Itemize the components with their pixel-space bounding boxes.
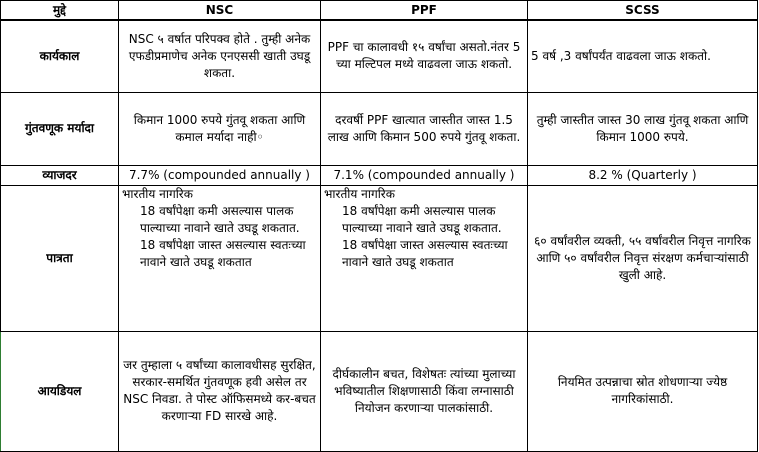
label-eligibility: पात्रता [1, 185, 119, 331]
header-ppf: PPF [321, 1, 528, 21]
row-limit [1, 92, 758, 165]
nsc-rate: 7.7% (compounded annually ) [119, 165, 321, 185]
scss-eligibility: ६० वर्षांवरील व्यक्ती, ५५ वर्षांवरील निवृत्त नागरिक आणि ५० वर्षांवरील निवृत्त संरक्षण कर्मचाऱ्यांसाठी खुली आहे. [528, 185, 758, 331]
row-term [1, 20, 758, 92]
label-rate: व्याजदर [1, 165, 119, 185]
ppf-eligibility-line1: भारतीय नागरिक [324, 186, 395, 201]
nsc-eligibility-line3: 18 वर्षांपेक्षा जास्त असल्यास स्वतःच्या नावाने खाते उघडू शकतात [140, 237, 306, 269]
ppf-eligibility-line3: 18 वर्षांपेक्षा जास्त असल्यास स्वतःच्या नावाने खाते उघडू शकतात [342, 237, 508, 269]
ppf-ideal: दीर्घकालीन बचत, विशेषतः त्यांच्या मुलाच्या भविष्यातील शिक्षणासाठी किंवा लग्नासाठी नियोजन करणाऱ्या पालकांसाठी. [321, 331, 528, 451]
row-rate [1, 165, 758, 185]
ppf-rate: 7.1% (compounded annually ) [321, 165, 528, 185]
label-ideal: आयडियल [1, 331, 119, 451]
nsc-eligibility-line1: भारतीय नागरिक [122, 186, 193, 201]
scss-term: 5 वर्ष ,3 वर्षांपर्यंत वाढवला जाऊ शकतो. [528, 20, 758, 92]
label-term: कार्यकाल [1, 20, 119, 92]
nsc-term: NSC ५ वर्षात परिपक्व होते . तुम्ही अनेक एफडीप्रमाणेच अनेक एनएससी खाती उघडू शकता. [119, 20, 321, 92]
row-eligibility [1, 185, 758, 331]
ppf-eligibility-line2: 18 वर्षांपेक्षा कमी असल्यास पालक पाल्याच्या नावाने खाते उघडू शकतात. [342, 203, 502, 235]
scss-rate: 8.2 % (Quarterly ) [528, 165, 758, 185]
header-row [1, 1, 758, 21]
header-criteria: मुद्दे [1, 1, 119, 21]
ppf-term: PPF चा कालावधी १५ वर्षांचा असतो.नंतर 5 च्या मल्टिपल मध्ये वाढवला जाऊ शकतो. [321, 20, 528, 92]
header-nsc: NSC [119, 1, 321, 21]
label-limit: गुंतवणूक मर्यादा [1, 92, 119, 165]
nsc-eligibility-line2: 18 वर्षांपेक्षा कमी असल्यास पालक पाल्याच्या नावाने खाते उघडू शकतात. [140, 203, 300, 235]
nsc-ideal: जर तुम्हाला ५ वर्षांच्या कालावधीसह सुरक्षित, सरकार-समर्थित गुंतवणूक हवी असेल तर NSC निवडा. ते पोस्ट ऑफिसमध्ये कर-बचत करणाऱ्या FD सारखे आहे. [119, 331, 321, 451]
scss-ideal: नियमित उत्पन्नाचा स्रोत शोधणाऱ्या ज्येष्ठ नागरिकांसाठी. [528, 331, 758, 451]
nsc-limit: किमान 1000 रुपये गुंतवू शकता आणि कमाल मर्यादा नाही◦ [119, 92, 321, 165]
header-scss: SCSS [528, 1, 758, 21]
row-ideal [1, 331, 758, 451]
ppf-eligibility [321, 185, 528, 331]
ppf-limit: दरवर्षी PPF खात्यात जास्तीत जास्त 1.5 लाख आणि किमान 500 रुपये गुंतवू शकता. [321, 92, 528, 165]
scss-limit: तुम्ही जास्तीत जास्त 30 लाख गुंतवू शकता आणि किमान 1000 रुपये. [528, 92, 758, 165]
nsc-eligibility [119, 185, 321, 331]
